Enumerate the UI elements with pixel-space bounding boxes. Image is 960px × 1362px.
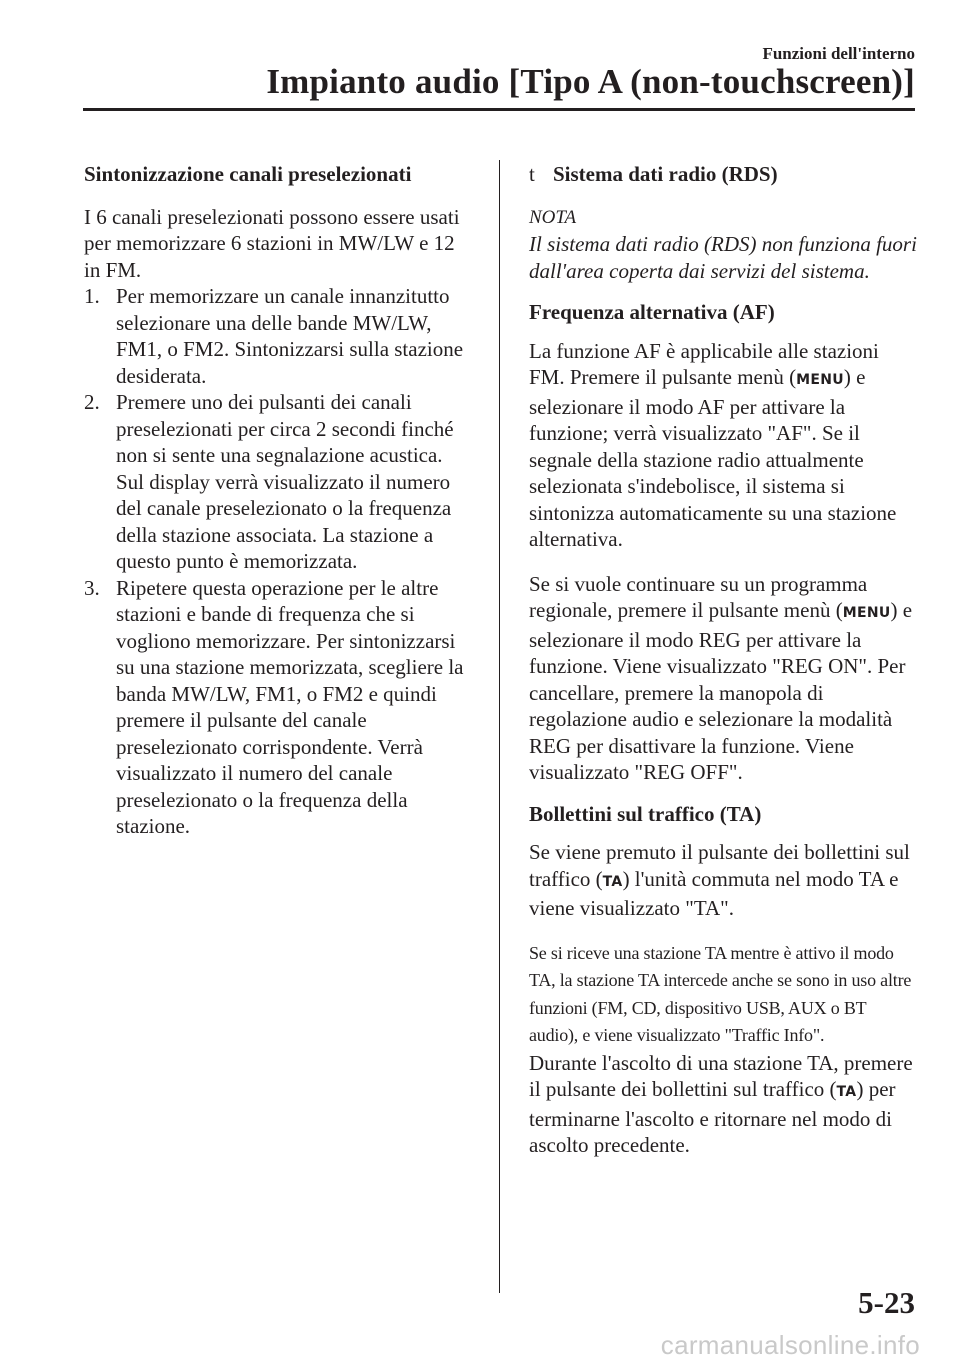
af-paragraph-1 — [529, 338, 919, 553]
page-number: 5-23 — [858, 1285, 915, 1320]
right-column — [529, 161, 919, 1159]
step-number: 1. — [84, 284, 100, 308]
section-marker-icon: t — [529, 162, 535, 186]
note-label: NOTA — [529, 206, 577, 228]
text-run: ) e selezionare il modo REG per attivare la funzione. Viene visualizzato "REG ON". Per cancellare, premere la manopola di regolazione audio e selezionare la modalità REG per disattivare la funzione. Viene visualizzato "REG OFF". — [529, 598, 913, 784]
spacer — [529, 553, 919, 571]
af-paragraph-2 — [529, 571, 919, 786]
section-label: Funzioni dell'interno — [762, 44, 915, 63]
header-divider — [83, 108, 915, 111]
text-run: La funzione AF è applicabile alle stazioni FM. Premere il pulsante menù ( — [529, 338, 879, 389]
left-column — [84, 161, 468, 840]
list-item — [84, 389, 468, 575]
text-run: ) e selezionare il modo AF per attivare la funzione; verrà visualizzato "AF". Se il segnale della stazione radio attualmente selezionata s'indebolisce, il sistema si sintonizza automaticamente su una stazione alternativa. — [529, 365, 897, 551]
ta-paragraph-3 — [529, 1050, 919, 1159]
text-run: ) l'unità commuta nel modo TA e viene visualizzato "TA". — [529, 866, 899, 920]
rds-heading-row — [529, 161, 919, 188]
list-item — [84, 283, 468, 389]
step-number: 3. — [84, 575, 100, 600]
step-number: 2. — [84, 390, 100, 414]
ta-heading: Bollettini sul traffico (TA) — [529, 801, 762, 826]
af-heading: Frequenza alternativa (AF) — [529, 300, 775, 324]
note-box — [529, 205, 919, 285]
spacer — [529, 922, 919, 940]
ta-button-label: TA — [836, 1084, 857, 1100]
text-run: ) per terminarne l'ascolto e ritornare nel modo di ascolto precedente. — [529, 1077, 896, 1157]
preset-steps-list — [84, 283, 468, 840]
step-text: Per memorizzare un canale innanzitutto selezionare una delle bande MW/LW, FM1, o FM2. Sintonizzarsi sulla stazione desiderata. — [116, 284, 464, 388]
preset-tuning-heading: Sintonizzazione canali preselezionati — [84, 162, 412, 186]
step-text: Ripetere questa operazione per le altre stazioni e bande di frequenza che si vogliono memorizzare. Per sintonizzarsi su una stazione memorizzata, scegliere la banda MW/LW, FM1, o FM2 e quindi premere il pulsante del canale preselezionato corrispondente. Verrà visualizzato il numero del canale preselezionato o la frequenza della stazione. — [116, 575, 464, 838]
watermark: carmanualsonline.info — [660, 1330, 920, 1360]
note-text: Il sistema dati radio (RDS) non funziona fuori dall'area coperta dai servizi del sistema. — [529, 232, 917, 283]
menu-button-label: MENU — [842, 605, 891, 621]
page-header — [0, 0, 960, 115]
ta-button-label: TA — [602, 873, 623, 890]
ta-paragraph-2: Se si riceve una stazione TA mentre è attivo il modo TA, la stazione TA intercede anche se sono in uso altre funzioni (FM, CD, dispositivo USB, AUX o BT audio), e viene visualizzato "Traffic Info". — [529, 942, 912, 1045]
menu-button-label: MENU — [796, 372, 844, 388]
ta-paragraph-1 — [529, 839, 919, 922]
preset-intro-paragraph: I 6 canali preselezionati possono essere usati per memorizzare 6 stazioni in MW/LW e 12 in FM. — [84, 204, 460, 282]
chapter-title: Impianto audio [Tipo A (non-touchscreen)] — [266, 62, 915, 101]
column-divider — [499, 160, 500, 1293]
rds-heading: Sistema dati radio (RDS) — [553, 162, 778, 186]
text-run: Se si vuole continuare su un programma regionale, premere il pulsante menù ( — [529, 571, 868, 622]
text-run: Durante l'ascolto di una stazione TA, premere il pulsante dei bollettini sul traffico ( — [529, 1050, 913, 1101]
text-run: Se viene premuto il pulsante dei bollettini sul traffico ( — [529, 840, 910, 891]
list-item — [84, 575, 468, 840]
step-text: Premere uno dei pulsanti dei canali preselezionati per circa 2 secondi finché non si sente una segnalazione acustica. Sul display verrà visualizzato il numero del canale preselezionato o la frequenza della stazione associata. La stazione a questo punto è memorizzata. — [116, 390, 454, 573]
